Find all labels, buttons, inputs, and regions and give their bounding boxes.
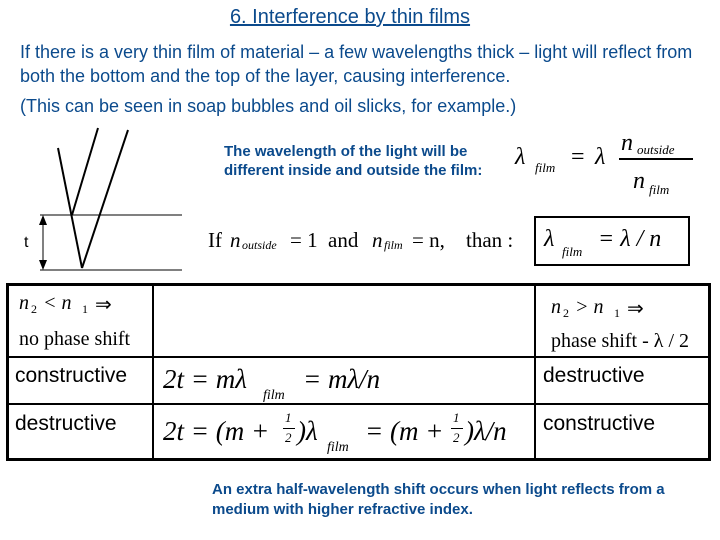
constructive-equation: 2t = mλ film = mλ/n	[163, 364, 381, 403]
thickness-label: t	[24, 234, 29, 251]
row1-left-label: constructive	[15, 364, 128, 387]
bottom-reflected-ray	[82, 130, 128, 268]
boxed-wavelength-equation: λ film = λ / n	[534, 216, 690, 266]
phase-shift-label: phase shift - λ / 2	[551, 330, 690, 352]
if-condition: If n outside = 1 and n film = n, than :	[208, 228, 514, 252]
thin-film-diagram	[0, 118, 210, 278]
wavelength-formula: λ film = λ n outside n film	[515, 134, 705, 204]
row1-right-label: destructive	[543, 364, 645, 387]
interference-table	[6, 283, 711, 461]
destructive-equation: 2t = (m + 1 2 )λ film = (m + 1 2 )λ/n	[163, 410, 507, 455]
intro-text: If there is a very thin film of material – a few wavelengths thick – light will reflect from both the bottom and the top of the layer, causing interference.	[20, 42, 693, 86]
incident-ray	[58, 148, 82, 268]
wavelength-note: The wavelength of the light will be different inside and outside the film:	[224, 143, 483, 179]
slide-title: 6. Interference by thin films	[229, 6, 471, 28]
footer-note: An extra half-wavelength shift occurs when light reflects from a medium with higher refractive index.	[212, 481, 665, 518]
row2-right-label: constructive	[543, 412, 656, 435]
row2-left-label: destructive	[15, 412, 117, 435]
right-condition-cell: n 2 > n 1 ⇒ phase shift - λ / 2	[551, 296, 690, 352]
top-reflected-ray	[72, 128, 98, 215]
example-text: (This can be seen in soap bubbles and oil slicks, for example.)	[20, 96, 517, 116]
no-phase-shift-label: no phase shift	[19, 328, 131, 350]
left-condition-cell: n 2 < n 1 ⇒ no phase shift	[19, 292, 131, 350]
